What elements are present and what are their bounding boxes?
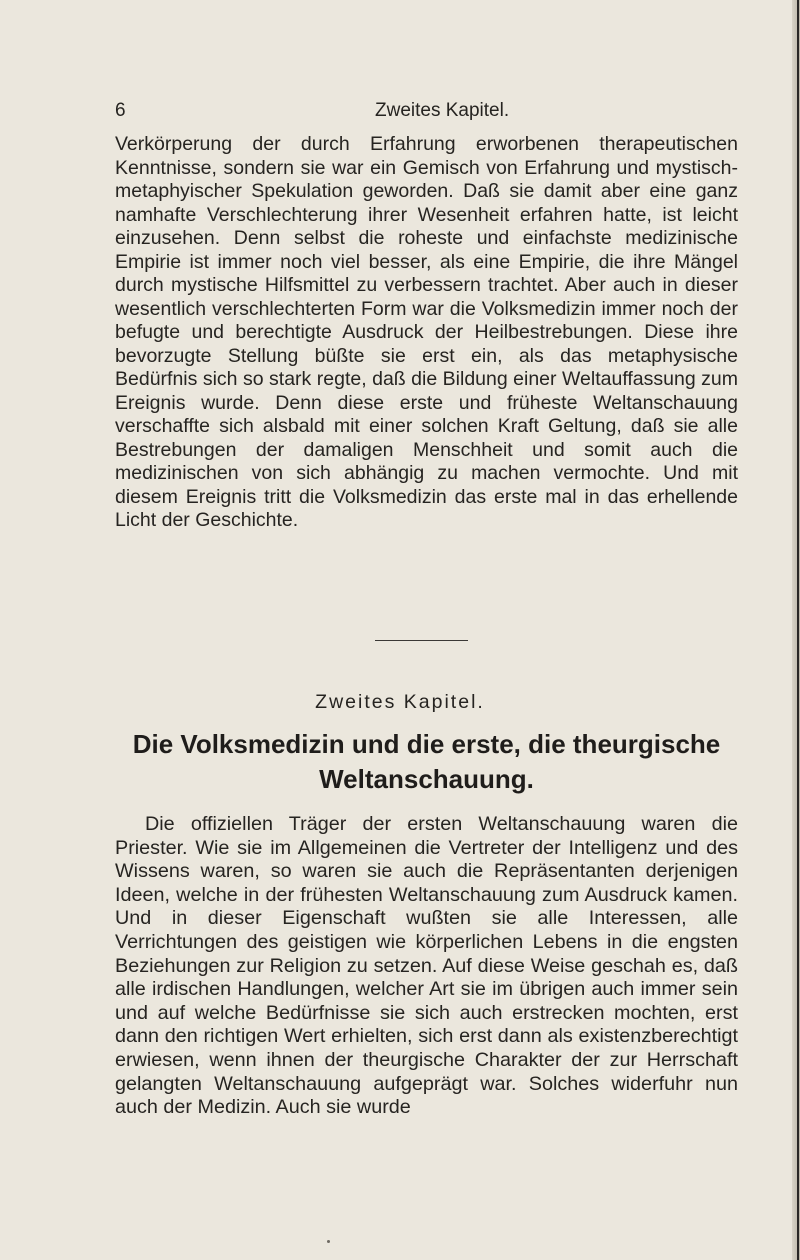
running-head (0, 96, 800, 126)
page-edge-line (797, 0, 799, 1260)
chapter-title: Die Volksmedizin und die erste, die theurgische Weltanschauung. (132, 729, 721, 794)
page-number: 6 (115, 100, 126, 121)
body-paragraph: Die offiziellen Träger der ersten Weltanschauung waren die Priester. Wie sie im Allgemeinen die Vertreter der Intelligenz und des Wissens waren, so waren sie auch die Repräsentanten derjenigen Ideen, welche in der frühesten Weltanschauung zum Ausdruck kamen. Und in dieser Eigenschaft wußten sie alle Interessen, alle Verrichtungen des geistigen wie körperlichen Lebens in die engsten Beziehungen zur Religion zu setzen. Auf diese Weise geschah es, daß alle irdischen Handlungen, welcher Art sie im übrigen auch immer sein und auf welche Bedürfnisse sie sich auch erstrecken mochten, erst dann den richtigen Wert erhielten, sich erst dann als existenzberechtigt erwiesen, wenn ihnen der theurgische Charakter der zur Herrschaft gelangten Weltanschauung aufgeprägt war. Solches widerfuhr nun auch der Medizin. Auch sie wurde (115, 813, 738, 1119)
chapter-label: Zweites Kapitel. (315, 691, 485, 713)
section-divider (375, 640, 468, 641)
print-speck (327, 1240, 330, 1243)
body-paragraph: Verkörperung der durch Erfahrung erworbenen therapeutischen Kenntnisse, sondern sie war ein Gemisch von Erfahrung und mystisch-metaphyischer Spekulation geworden. Daß sie damit aber eine ganz namhafte Verschlechterung ihrer Wesenheit erfahren hatte, ist leicht einzusehen. Denn selbst die roheste und einfachste medizinische Empirie ist immer noch viel besser, als eine Empirie, die ihre Mängel durch mystische Hilfsmittel zu verbessern trachtet. Aber auch in dieser wesentlich verschlechterten Form war die Volksmedizin immer noch der befugte und berechtigte Ausdruck der Heilbestrebungen. Diese ihre bevorzugte Stellung büßte sie erst ein, als das metaphysische Bedürfnis sich so stark regte, daß die Bildung einer Weltauffassung zum Ereignis wurde. Denn diese erste und früheste Weltanschauung verschaffte sich alsbald mit einer solchen Kraft Geltung, daß sie alle Bestrebungen der damaligen Menschheit und somit auch die medizinischen von sich abhängig zu machen vermochte. Und mit diesem Ereignis tritt die Volksmedizin das erste mal in das erhellende Licht der Geschichte. (115, 133, 738, 531)
running-title: Zweites Kapitel. (375, 100, 510, 121)
